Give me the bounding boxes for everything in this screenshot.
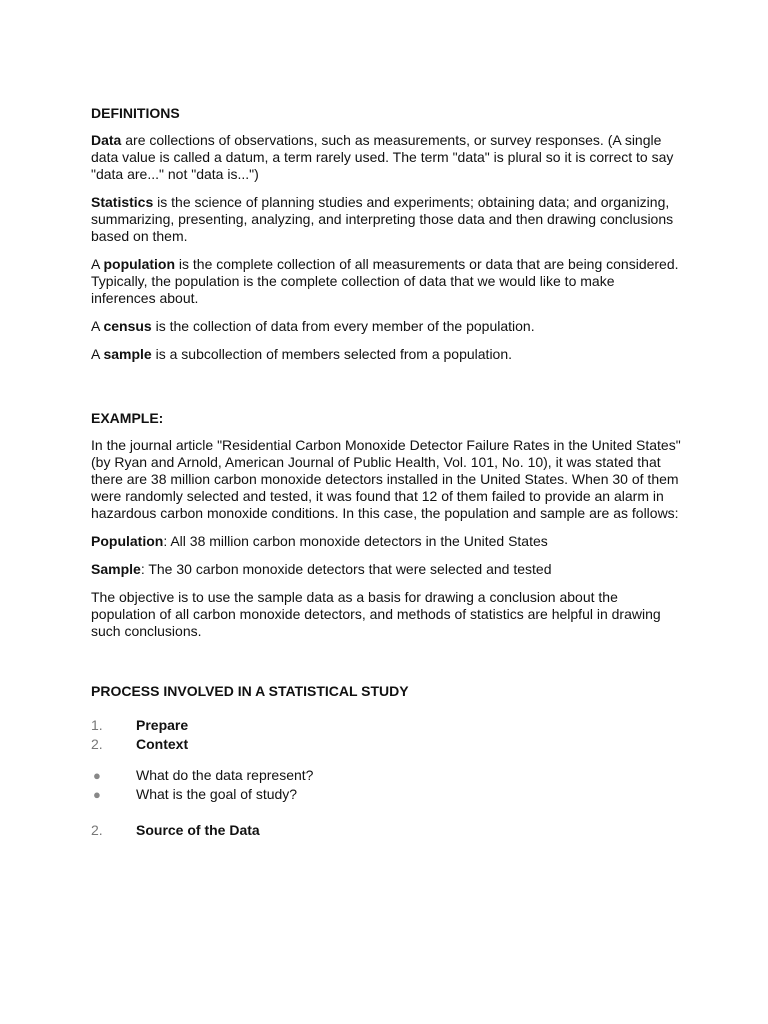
list-item-label: Source of the Data — [136, 822, 260, 838]
sample-definition-text: is a subcollection of members selected from a population. — [151, 346, 513, 362]
example-population-label: Population — [91, 533, 164, 549]
data-term: Data — [91, 132, 122, 148]
process-heading: PROCESS INVOLVED IN A STATISTICAL STUDY — [91, 683, 409, 699]
population-pre: A — [91, 256, 104, 272]
bullet-text: What is the goal of study? — [136, 786, 298, 802]
example-population-text: : All 38 million carbon monoxide detectors in the United States — [163, 533, 548, 549]
census-pre: A — [91, 318, 104, 334]
bullet-text: What do the data represent? — [136, 767, 314, 783]
population-definition-text: is the complete collection of all measurements or data that are being considered. Typically, the population is the complete collection of data that we would like to make inferences about. — [91, 256, 679, 306]
definitions-heading: DEFINITIONS — [91, 105, 180, 121]
list-item-label: Prepare — [136, 717, 189, 733]
example-heading: EXAMPLE: — [91, 410, 164, 426]
population-term: population — [103, 256, 176, 272]
statistics-definition — [91, 194, 681, 245]
list-item-label: Context — [136, 736, 189, 752]
bullet-icon: ● — [93, 768, 101, 783]
list-item-number: 2. — [91, 822, 103, 838]
list-item — [91, 735, 681, 754]
sample-term: sample — [103, 346, 152, 362]
list-item-number: 1. — [91, 717, 103, 733]
list-item — [91, 821, 681, 840]
sample-definition — [91, 346, 681, 363]
census-definition-text: is the collection of data from every member of the population. — [151, 318, 535, 334]
census-term: census — [103, 318, 152, 334]
statistics-definition-text: is the science of planning studies and experiments; obtaining data; and organizing, summarizing, presenting, analyzing, and interpreting those data and then drawing conclusions based on them. — [91, 194, 674, 244]
bullet-item — [91, 766, 681, 785]
bullet-icon: ● — [93, 787, 101, 802]
census-definition — [91, 318, 681, 335]
sample-pre: A — [91, 346, 104, 362]
example-sample — [91, 561, 681, 578]
list-item — [91, 716, 681, 735]
data-definition — [91, 132, 681, 183]
population-definition — [91, 256, 681, 307]
data-definition-text: are collections of observations, such as measurements, or survey responses. (A single data value is called a datum, a term rarely used. The term "data" is plural so it is correct to say "data are..." not "data is...") — [91, 132, 674, 182]
example-intro: In the journal article "Residential Carbon Monoxide Detector Failure Rates in the United States" (by Ryan and Arnold, American Journal of Public Health, Vol. 101, No. 10), it was stated that there are 38 million carbon monoxide detectors installed in the United States. When 30 of them were randomly selected and tested, it was found that 12 of them failed to provide an alarm in hazardous carbon monoxide conditions. In this case, the population and sample are as follows: — [91, 437, 681, 521]
example-sample-text: : The 30 carbon monoxide detectors that were selected and tested — [140, 561, 552, 577]
example-population — [91, 533, 681, 550]
example-sample-label: Sample — [91, 561, 141, 577]
document-content — [91, 104, 681, 840]
list-item-number: 2. — [91, 736, 103, 752]
bullet-item — [91, 785, 681, 804]
example-objective: The objective is to use the sample data as a basis for drawing a conclusion about the population of all carbon monoxide detectors, and methods of statistics are helpful in drawing such conclusions. — [91, 589, 661, 639]
statistics-term: Statistics — [91, 194, 154, 210]
